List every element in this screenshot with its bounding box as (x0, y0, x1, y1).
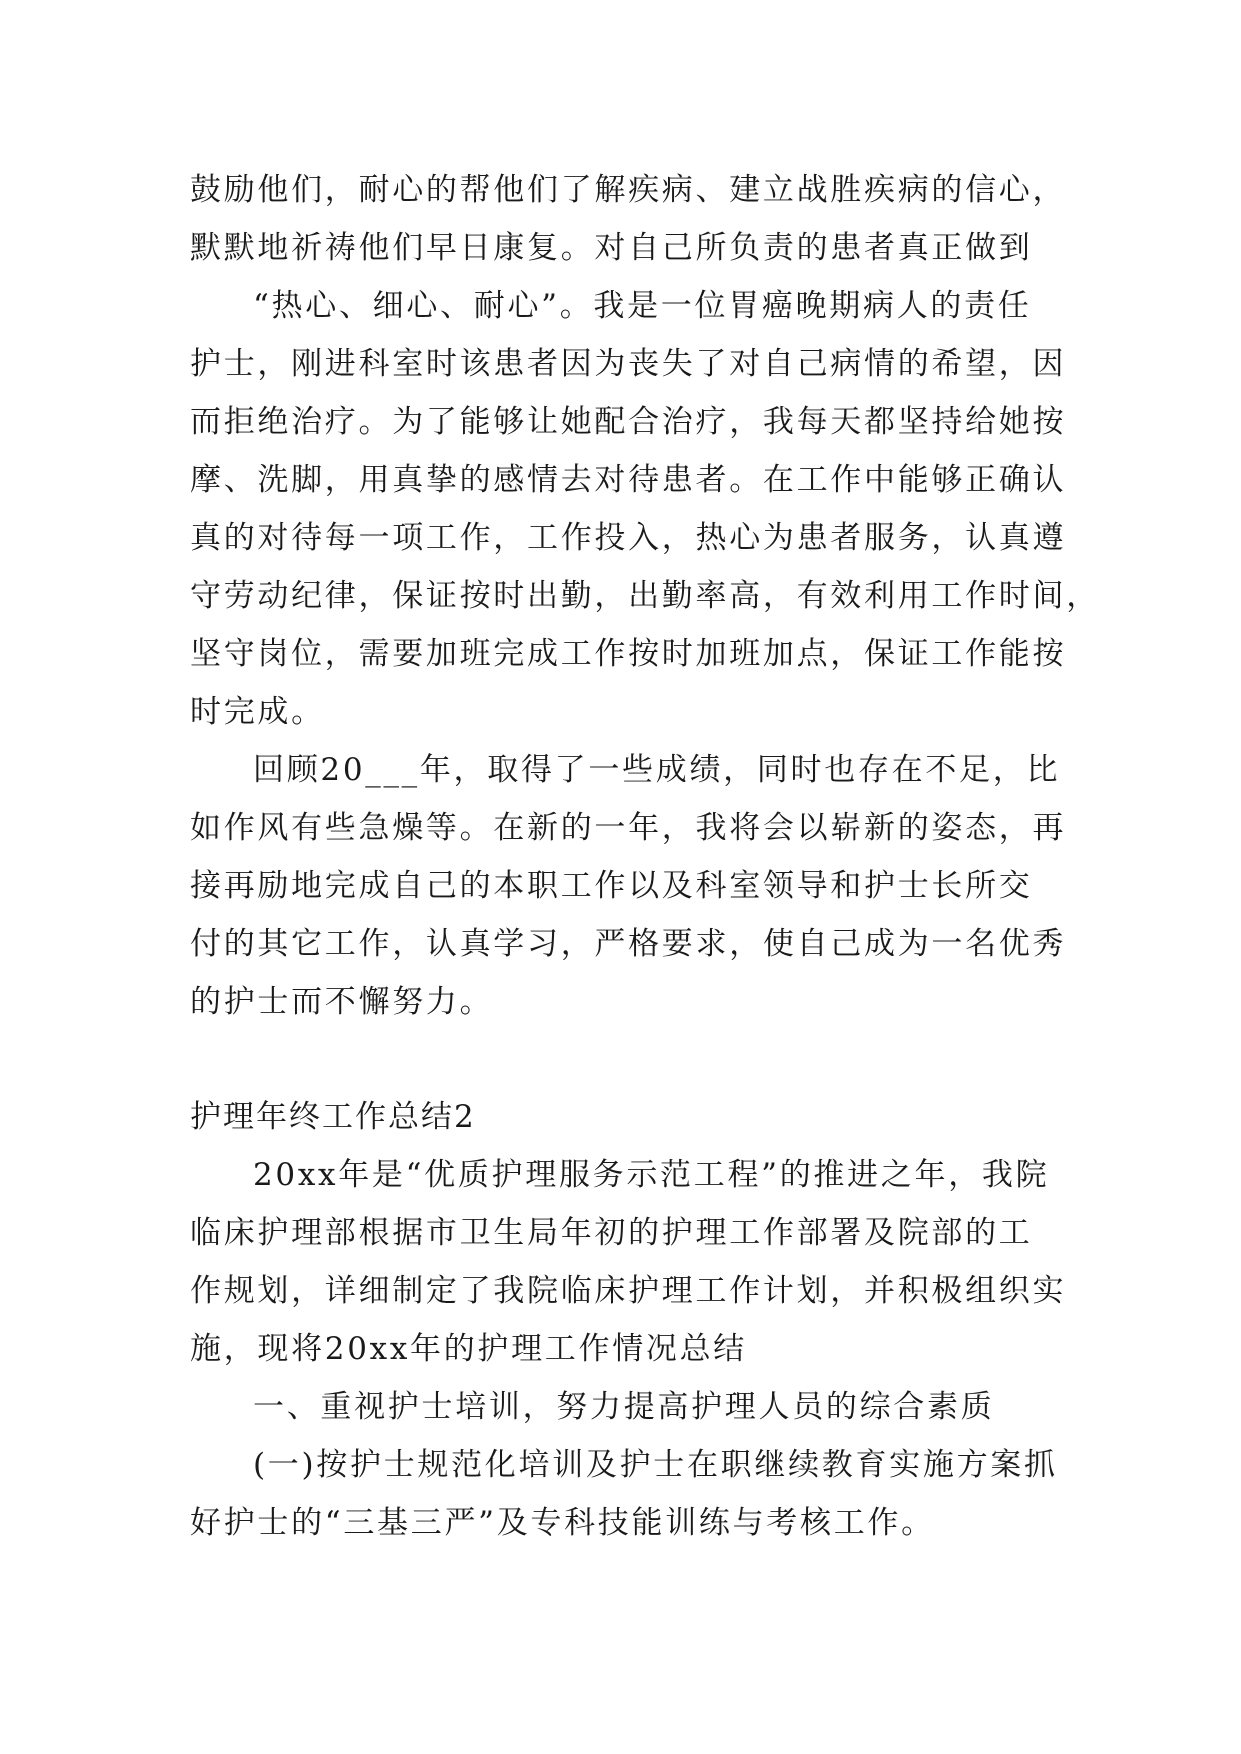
text-line: 施，现将20xx年的护理工作情况总结 (190, 1331, 748, 1367)
text-line: 护士，刚进科室时该患者因为丧失了对自己病情的希望，因 (190, 346, 1067, 382)
text-line: 好护士的“三基三严”及专科技能训练与考核工作。 (190, 1505, 935, 1541)
text-line: “热心、细心、耐心”。我是一位胃癌晚期病人的责任 (253, 288, 1032, 324)
text-line: 接再励地完成自己的本职工作以及科室领导和护士长所交 (190, 868, 1033, 904)
text-line: 作规划，详细制定了我院临床护理工作计划，并积极组织实 (190, 1273, 1067, 1309)
text-line: 20xx年是“优质护理服务示范工程”的推进之年，我院 (253, 1157, 1050, 1193)
text-line: (一)按护士规范化培训及护士在职继续教育实施方案抓 (253, 1447, 1058, 1483)
text-line: 默默地祈祷他们早日康复。对自己所负责的患者真正做到 (190, 230, 1033, 266)
section-heading: 护理年终工作总结2 (190, 1099, 476, 1135)
text-line: 鼓励他们，耐心的帮他们了解疾病、建立战胜疾病的信心， (190, 172, 1067, 208)
text-line: 临床护理部根据市卫生局年初的护理工作部署及院部的工 (190, 1215, 1033, 1251)
text-line: 一、重视护士培训，努力提高护理人员的综合素质 (253, 1389, 995, 1425)
text-line: 真的对待每一项工作，工作投入，热心为患者服务，认真遵 (190, 520, 1067, 556)
text-line: 的护士而不懈努力。 (190, 984, 494, 1020)
text-line: 付的其它工作，认真学习，严格要求，使自己成为一名优秀 (190, 926, 1067, 962)
text-line: 守劳动纪律，保证按时出勤，出勤率高，有效利用工作时间， (190, 578, 1100, 614)
text-line: 摩、洗脚，用真挚的感情去对待患者。在工作中能够正确认 (190, 462, 1067, 498)
text-line: 而拒绝治疗。为了能够让她配合治疗，我每天都坚持给她按 (190, 404, 1067, 440)
text-line: 坚守岗位，需要加班完成工作按时加班加点，保证工作能按 (190, 636, 1067, 672)
text-line: 回顾20___年，取得了一些成绩，同时也存在不足，比 (253, 752, 1061, 788)
text-line: 如作风有些急燥等。在新的一年，我将会以崭新的姿态，再 (190, 810, 1067, 846)
text-line: 时完成。 (190, 694, 325, 730)
